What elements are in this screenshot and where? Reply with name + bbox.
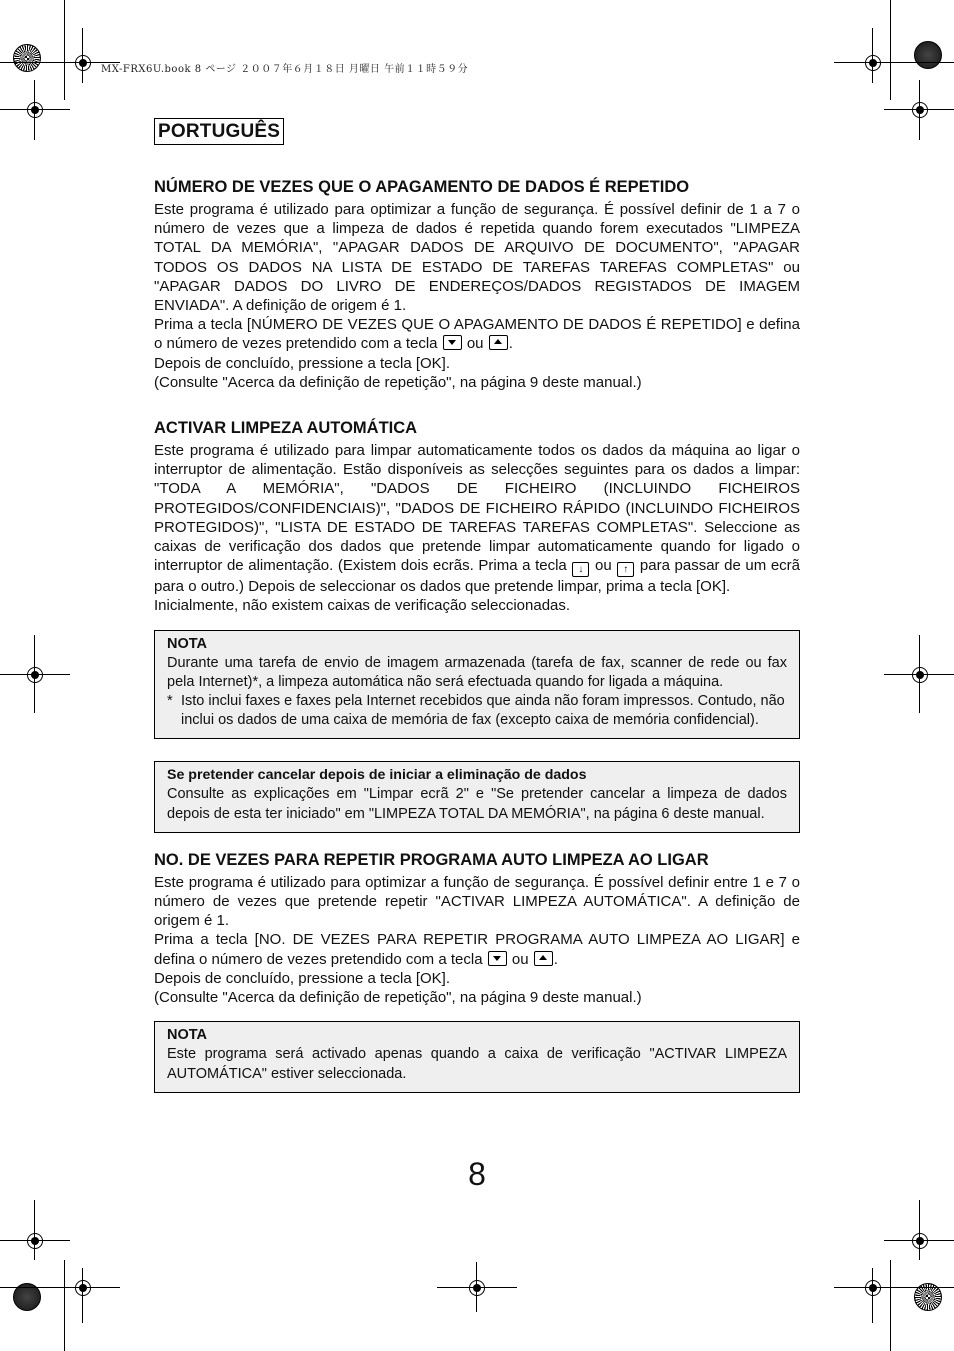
up-triangle-key-icon <box>489 335 508 350</box>
up-triangle-key-icon <box>534 951 553 966</box>
info-text: Consulte as explicações em "Limpar ecrã 2" e "Se pretender cancelar a limpeza de dados depois de esta ter iniciado" em "LIMPEZA TOTAL DA MEMÓRIA", na página 6 deste manual. <box>167 786 787 822</box>
paragraph: Prima a tecla [NO. DE VEZES PARA REPETIR PROGRAMA AUTO LIMPEZA AO LIGAR] e defina o número de vezes pretendido com a tecla ou . <box>154 931 800 968</box>
note-box <box>154 630 800 740</box>
registration-target-icon <box>912 102 928 118</box>
running-header: MX-FRX6U.book 8 ページ ２００７年６月１８日 月曜日 午前１１時５９分 <box>101 64 469 75</box>
registration-target-icon <box>75 55 91 71</box>
info-box <box>154 761 800 832</box>
down-triangle-key-icon <box>443 335 462 350</box>
paragraph: Este programa é utilizado para optimizar a função de segurança. É possível definir de 1 a 7 o número de vezes que a limpeza de dados é repetida quando forem executados "LIMPEZA TOTAL DA MEMÓRIA", "APAGAR DADOS DE ARQUIVO DE DOCUMENTO", "APAGAR TODOS OS DADOS NA LISTA DE ESTADO DE TAREFAS TAREFAS COMPLETAS" ou "APAGAR DADOS DO LIVRO DE ENDEREÇOS/DADOS REGISTADOS DE IMAGEM ENVIADA". A definição de origem é 1. <box>154 201 800 315</box>
footnote-text: Isto inclui faxes e faxes pela Internet recebidos que ainda não foram impressos. Contudo, não inclui os dados de uma caixa de memória de fax (excepto caixa de memória confidencial). <box>181 693 785 729</box>
paragraph: Este programa é utilizado para limpar automaticamente todos os dados da máquina ao ligar o interruptor de alimentação. Estão disponíveis as selecções seguintes para os dados a limpar: "TODA A MEMÓRIA", "DADOS DE FICHEIRO (INCLUINDO FICHEIROS PROTEGIDOS/CONFIDENCIAIS)", "DADOS DE FICHEIRO RÁPIDO (INCLUINDO FICHEIROS PROTEGIDOS)", "LISTA DE ESTADO DE TAREFAS TAREFAS COMPLETAS". Seleccione as caixas de verificação dos dados que pretende limpar automaticamente quando for ligado o interruptor de alimentação. (Existem dois ecrãs. Prima a tecla ↓ ou ↑ para passar de um ecrã para o outro.) Depois de seleccionar os dados que pretende limpar, prima a tecla [OK]. <box>154 442 801 596</box>
registration-target-icon <box>27 102 43 118</box>
page-number: 8 <box>468 1156 486 1192</box>
registration-burst-icon <box>13 44 41 72</box>
paragraph: (Consulte "Acerca da definição de repetição", na página 9 deste manual.) <box>154 989 642 1007</box>
registration-target-icon <box>27 667 43 683</box>
registration-target-icon <box>75 1280 91 1296</box>
main-content <box>154 176 800 1093</box>
paragraph: (Consulte "Acerca da definição de repetição", na página 9 deste manual.) <box>154 373 642 391</box>
paragraph: Este programa é utilizado para optimizar a função de segurança. É possível definir entre 1 e 7 o número de vezes que pretende repetir "ACTIVAR LIMPEZA AUTOMÁTICA". A definição de origem é 1. <box>154 873 800 930</box>
language-label: PORTUGUÊS <box>154 118 284 145</box>
registration-burst-icon <box>914 41 942 69</box>
section-heading: NO. DE VEZES PARA REPETIR PROGRAMA AUTO LIMPEZA AO LIGAR <box>154 850 709 869</box>
registration-target-icon <box>27 1233 43 1249</box>
section-heading: ACTIVAR LIMPEZA AUTOMÁTICA <box>154 419 418 438</box>
registration-target-icon <box>469 1280 485 1296</box>
registration-target-icon <box>912 1233 928 1249</box>
scroll-up-key-icon: ↑ <box>617 562 634 577</box>
registration-target-icon <box>865 1280 881 1296</box>
note-text: Durante uma tarefa de envio de imagem armazenada (tarefa de fax, scanner de rede ou fax pela Internet)*, a limpeza automática não será efectuada quando for ligada a máquina. <box>167 654 787 690</box>
info-title: Se pretender cancelar depois de iniciar a eliminação de dados <box>167 767 587 784</box>
note-title: NOTA <box>167 1027 208 1044</box>
note-title: NOTA <box>167 635 208 652</box>
registration-target-icon <box>912 667 928 683</box>
scroll-down-key-icon: ↓ <box>572 562 589 577</box>
note-box <box>154 1021 800 1092</box>
paragraph: Inicialmente, não existem caixas de verificação seleccionadas. <box>154 597 571 615</box>
note-footnote <box>167 692 787 730</box>
section-heading: NÚMERO DE VEZES QUE O APAGAMENTO DE DADOS É REPETIDO <box>154 178 690 196</box>
registration-target-icon <box>865 55 881 71</box>
paragraph: Depois de concluído, pressione a tecla [OK]. <box>154 969 451 987</box>
paragraph: Prima a tecla [NÚMERO DE VEZES QUE O APAGAMENTO DE DADOS É REPETIDO] e defina o número de vezes pretendido com a tecla ou . <box>154 316 800 353</box>
down-triangle-key-icon <box>488 951 507 966</box>
paragraph: Depois de concluído, pressione a tecla [OK]. <box>154 354 451 372</box>
note-text: Este programa será activado apenas quando a caixa de verificação "ACTIVAR LIMPEZA AUTOMÁTICA" estiver seleccionada. <box>167 1046 787 1082</box>
footnote-mark: * <box>167 693 173 710</box>
